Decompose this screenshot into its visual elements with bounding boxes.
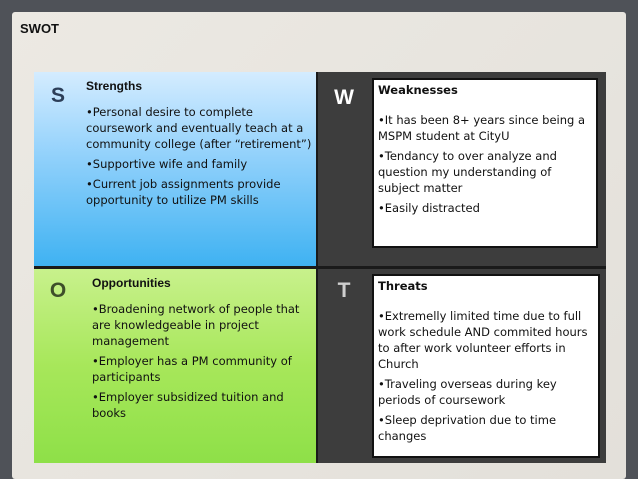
weaknesses-heading: Weaknesses bbox=[378, 83, 458, 97]
swot-grid bbox=[34, 72, 606, 463]
opportunities-heading: Opportunities bbox=[92, 276, 171, 290]
opportunities-item: •Employer subsidized tuition and books bbox=[92, 390, 284, 420]
opportunities-item: •Broadening network of people that are knowledgeable in project management bbox=[92, 302, 300, 348]
strengths-textbox bbox=[86, 78, 312, 212]
strengths-heading: Strengths bbox=[86, 79, 143, 93]
opportunities-letter: O bbox=[49, 279, 67, 302]
threats-item: •Traveling overseas during key periods of coursework bbox=[378, 377, 557, 407]
weaknesses-textbox bbox=[372, 78, 598, 248]
strengths-item: •Personal desire to complete coursework and eventually teach at a community college (after “retirement”) bbox=[86, 105, 312, 151]
weaknesses-letter: W bbox=[334, 86, 354, 109]
weaknesses-item: •Tendancy to over analyze and question my understanding of subject matter bbox=[378, 149, 557, 195]
opportunities-textbox bbox=[92, 275, 312, 425]
strengths-item: •Supportive wife and family bbox=[86, 157, 248, 171]
strengths-letter: S bbox=[50, 84, 65, 107]
threats-item: •Extremelly limited time due to full work schedule AND commited hours to after work volunteer efforts in Church bbox=[378, 309, 588, 371]
slide-title: SWOT bbox=[20, 21, 59, 36]
threats-heading: Threats bbox=[378, 279, 428, 293]
threats-letter: T bbox=[337, 279, 351, 302]
threats-item: •Sleep deprivation due to time changes bbox=[378, 413, 557, 443]
threats-textbox bbox=[372, 274, 600, 458]
weaknesses-item: •It has been 8+ years since being a MSPM student at CityU bbox=[378, 113, 586, 143]
opportunities-item: •Employer has a PM community of participants bbox=[92, 354, 292, 384]
weaknesses-item: •Easily distracted bbox=[378, 201, 480, 215]
strengths-item: •Current job assignments provide opportunity to utilize PM skills bbox=[86, 177, 281, 207]
